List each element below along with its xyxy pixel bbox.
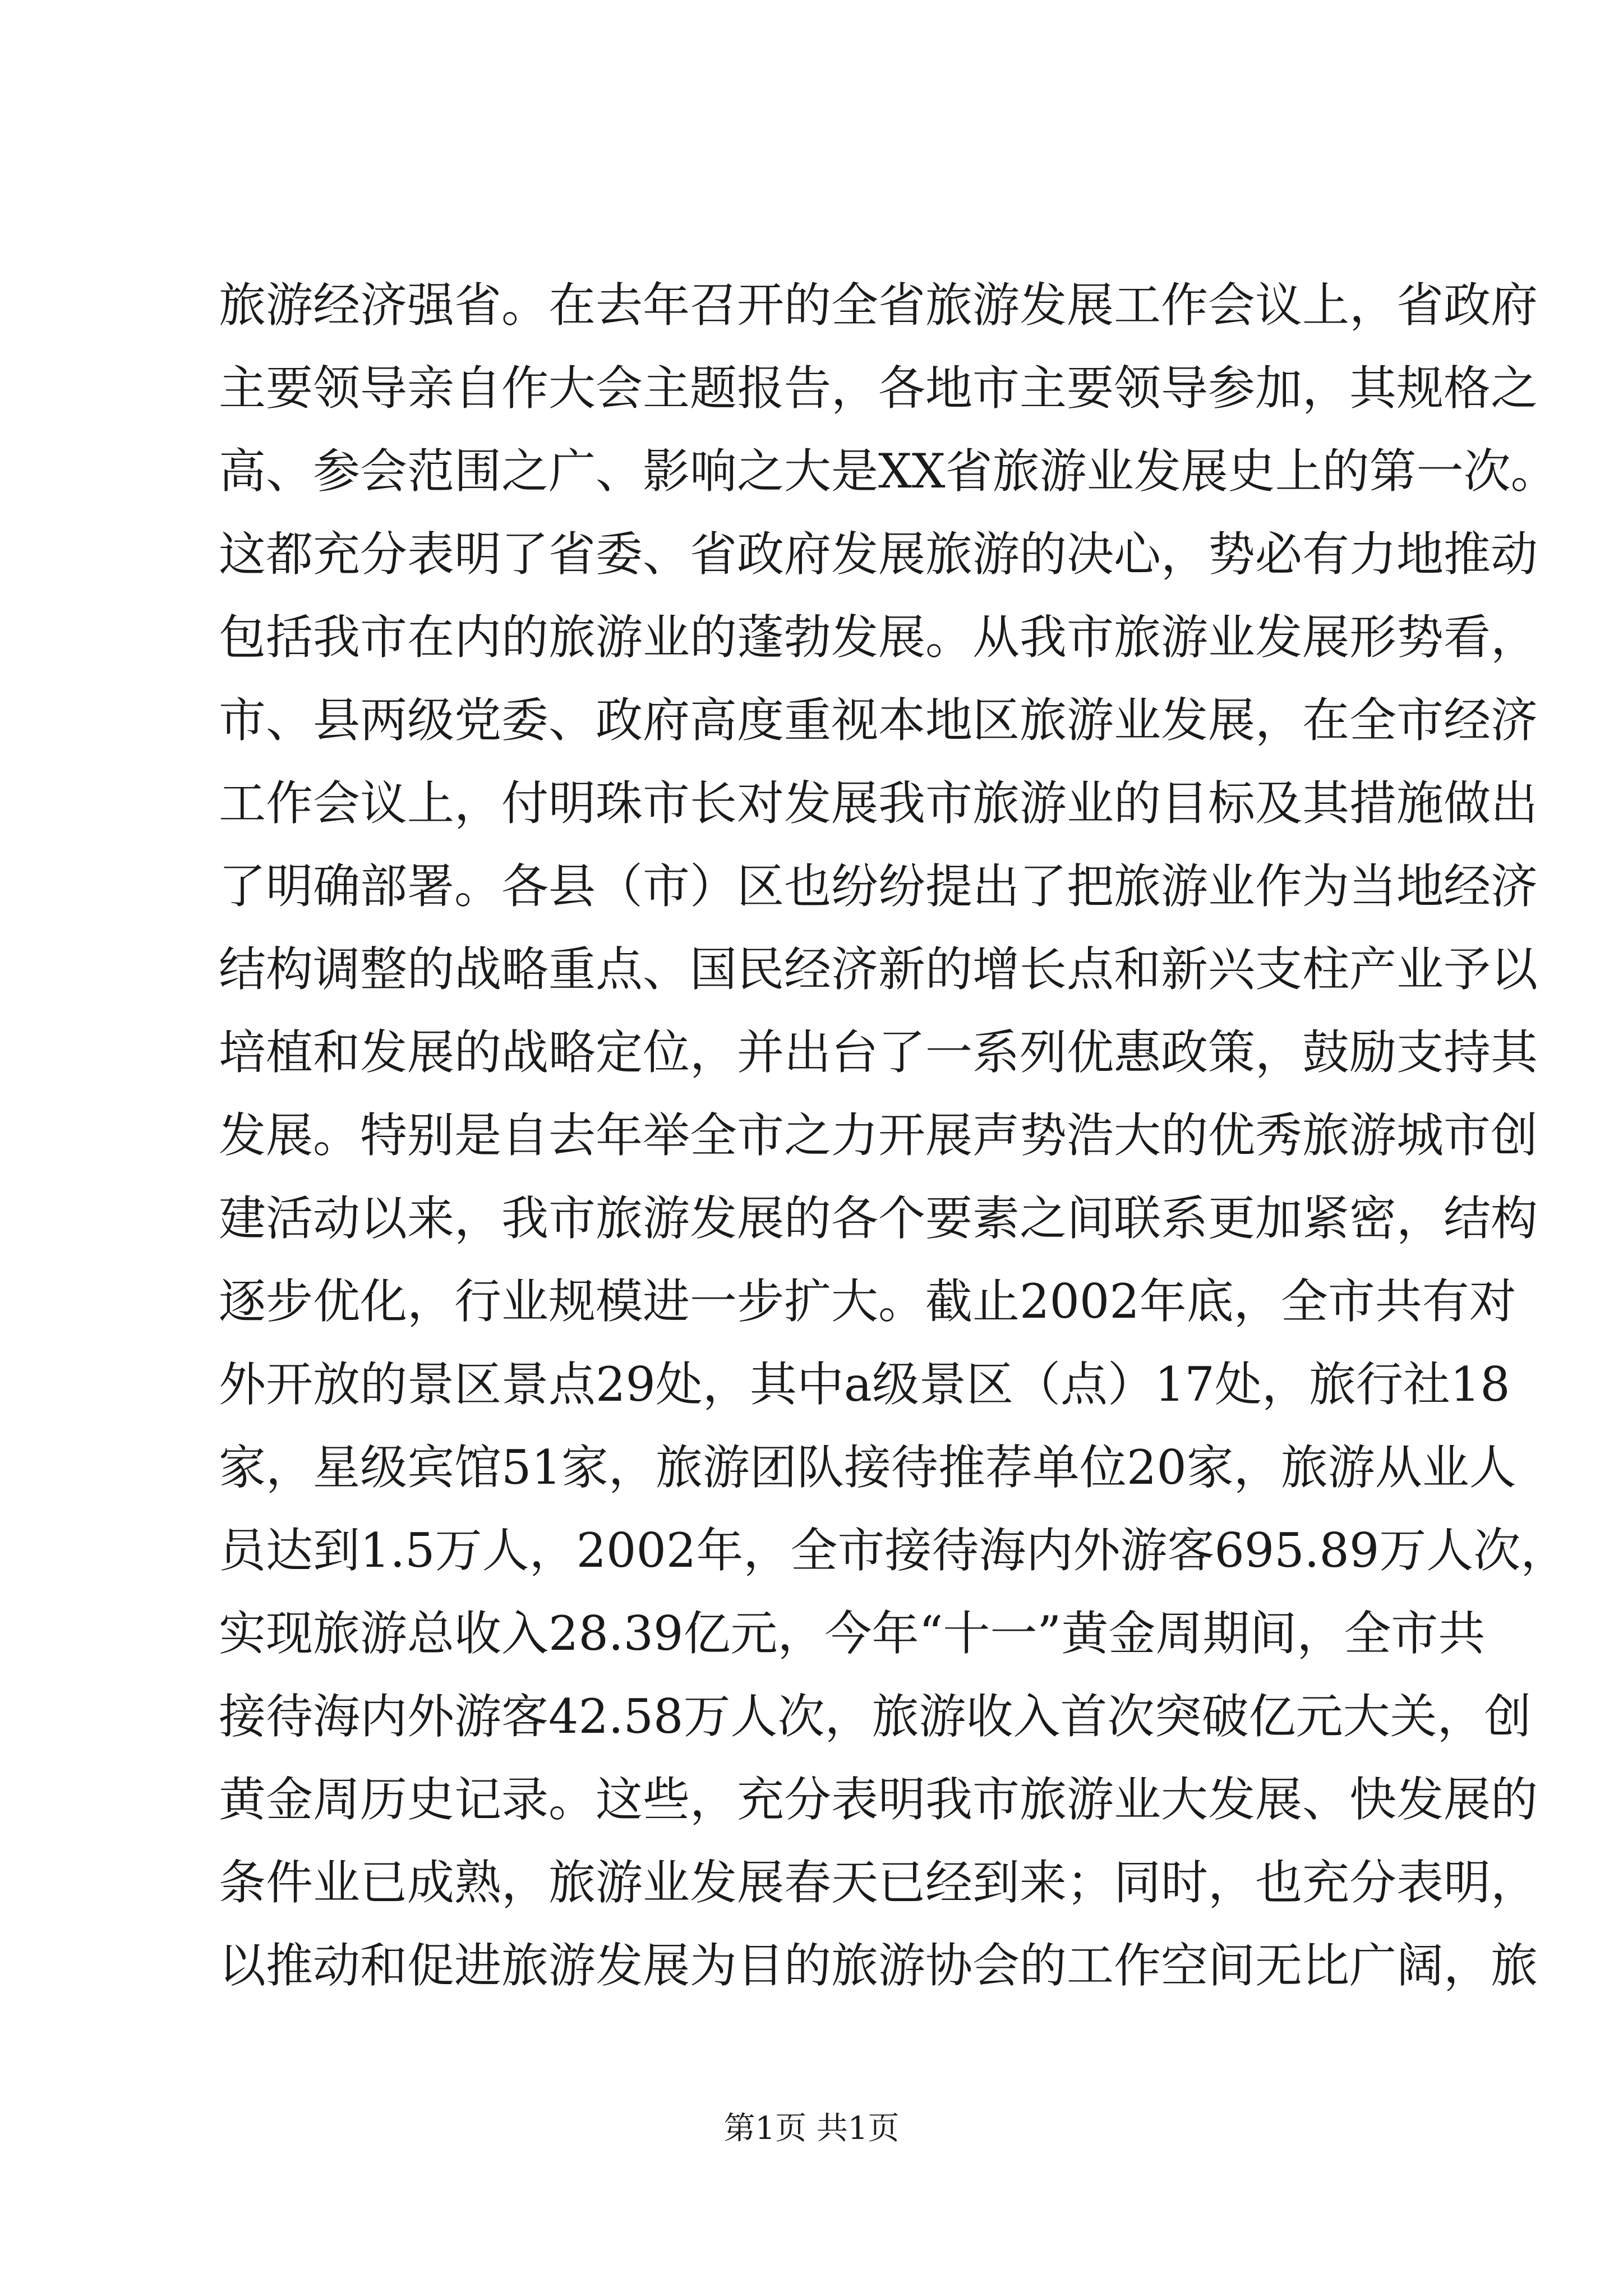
- text-line: 市、县两级党委、政府高度重视本地区旅游业发展，在全市经济: [219, 693, 1538, 748]
- page-number-label: 第1页 共1页: [723, 2110, 900, 2147]
- text-line: 主要领导亲自作大会主题报告，各地市主要领导参加，其规格之: [219, 361, 1538, 416]
- text-line: 了明确部署。各县（市）区也纷纷提出了把旅游业作为当地经济: [219, 859, 1538, 914]
- page-footer: [0, 2106, 1623, 2151]
- body-text: [219, 264, 1568, 2007]
- text-line: 结构调整的战略重点、国民经济新的增长点和新兴支柱产业予以: [219, 942, 1538, 997]
- text-line: 工作会议上，付明珠市长对发展我市旅游业的目标及其措施做出: [219, 776, 1538, 831]
- text-line: 逐步优化，行业规模进一步扩大。截止2002年底，全市共有对: [219, 1274, 1516, 1329]
- text-line: 培植和发展的战略定位，并出台了一系列优惠政策，鼓励支持其: [219, 1025, 1538, 1080]
- text-line: 黄金周历史记录。这些，充分表明我市旅游业大发展、快发展的: [219, 1772, 1538, 1827]
- text-line: 接待海内外游客42.58万人次，旅游收入首次突破亿元大关，创: [219, 1689, 1532, 1744]
- text-line: 发展。特别是自去年举全市之力开展声势浩大的优秀旅游城市创: [219, 1108, 1538, 1163]
- text-line: 建活动以来，我市旅游发展的各个要素之间联系更加紧密，结构: [219, 1191, 1538, 1246]
- text-line: 外开放的景区景点29处，其中a级景区（点）17处，旅行社18: [219, 1357, 1510, 1412]
- text-line: 以推动和促进旅游发展为目的旅游协会的工作空间无比广阔，旅: [219, 1938, 1538, 1993]
- text-line: 包括我市在内的旅游业的蓬勃发展。从我市旅游业发展形势看，: [219, 610, 1538, 665]
- text-line: 旅游经济强省。在去年召开的全省旅游发展工作会议上，省政府: [219, 278, 1538, 333]
- text-line: 家，星级宾馆51家，旅游团队接待推荐单位20家，旅游从业人: [219, 1440, 1516, 1495]
- text-line: 高、参会范围之广、影响之大是XX省旅游业发展史上的第一次。: [219, 444, 1558, 499]
- text-line: 员达到1.5万人，2002年，全市接待海内外游客695.89万人次，: [219, 1523, 1568, 1578]
- text-line: 这都充分表明了省委、省政府发展旅游的决心，势必有力地推动: [219, 527, 1538, 582]
- text-line: 条件业已成熟，旅游业发展春天已经到来；同时，也充分表明，: [219, 1855, 1538, 1910]
- text-line: 实现旅游总收入28.39亿元，今年“十一”黄金周期间，全市共: [219, 1606, 1486, 1661]
